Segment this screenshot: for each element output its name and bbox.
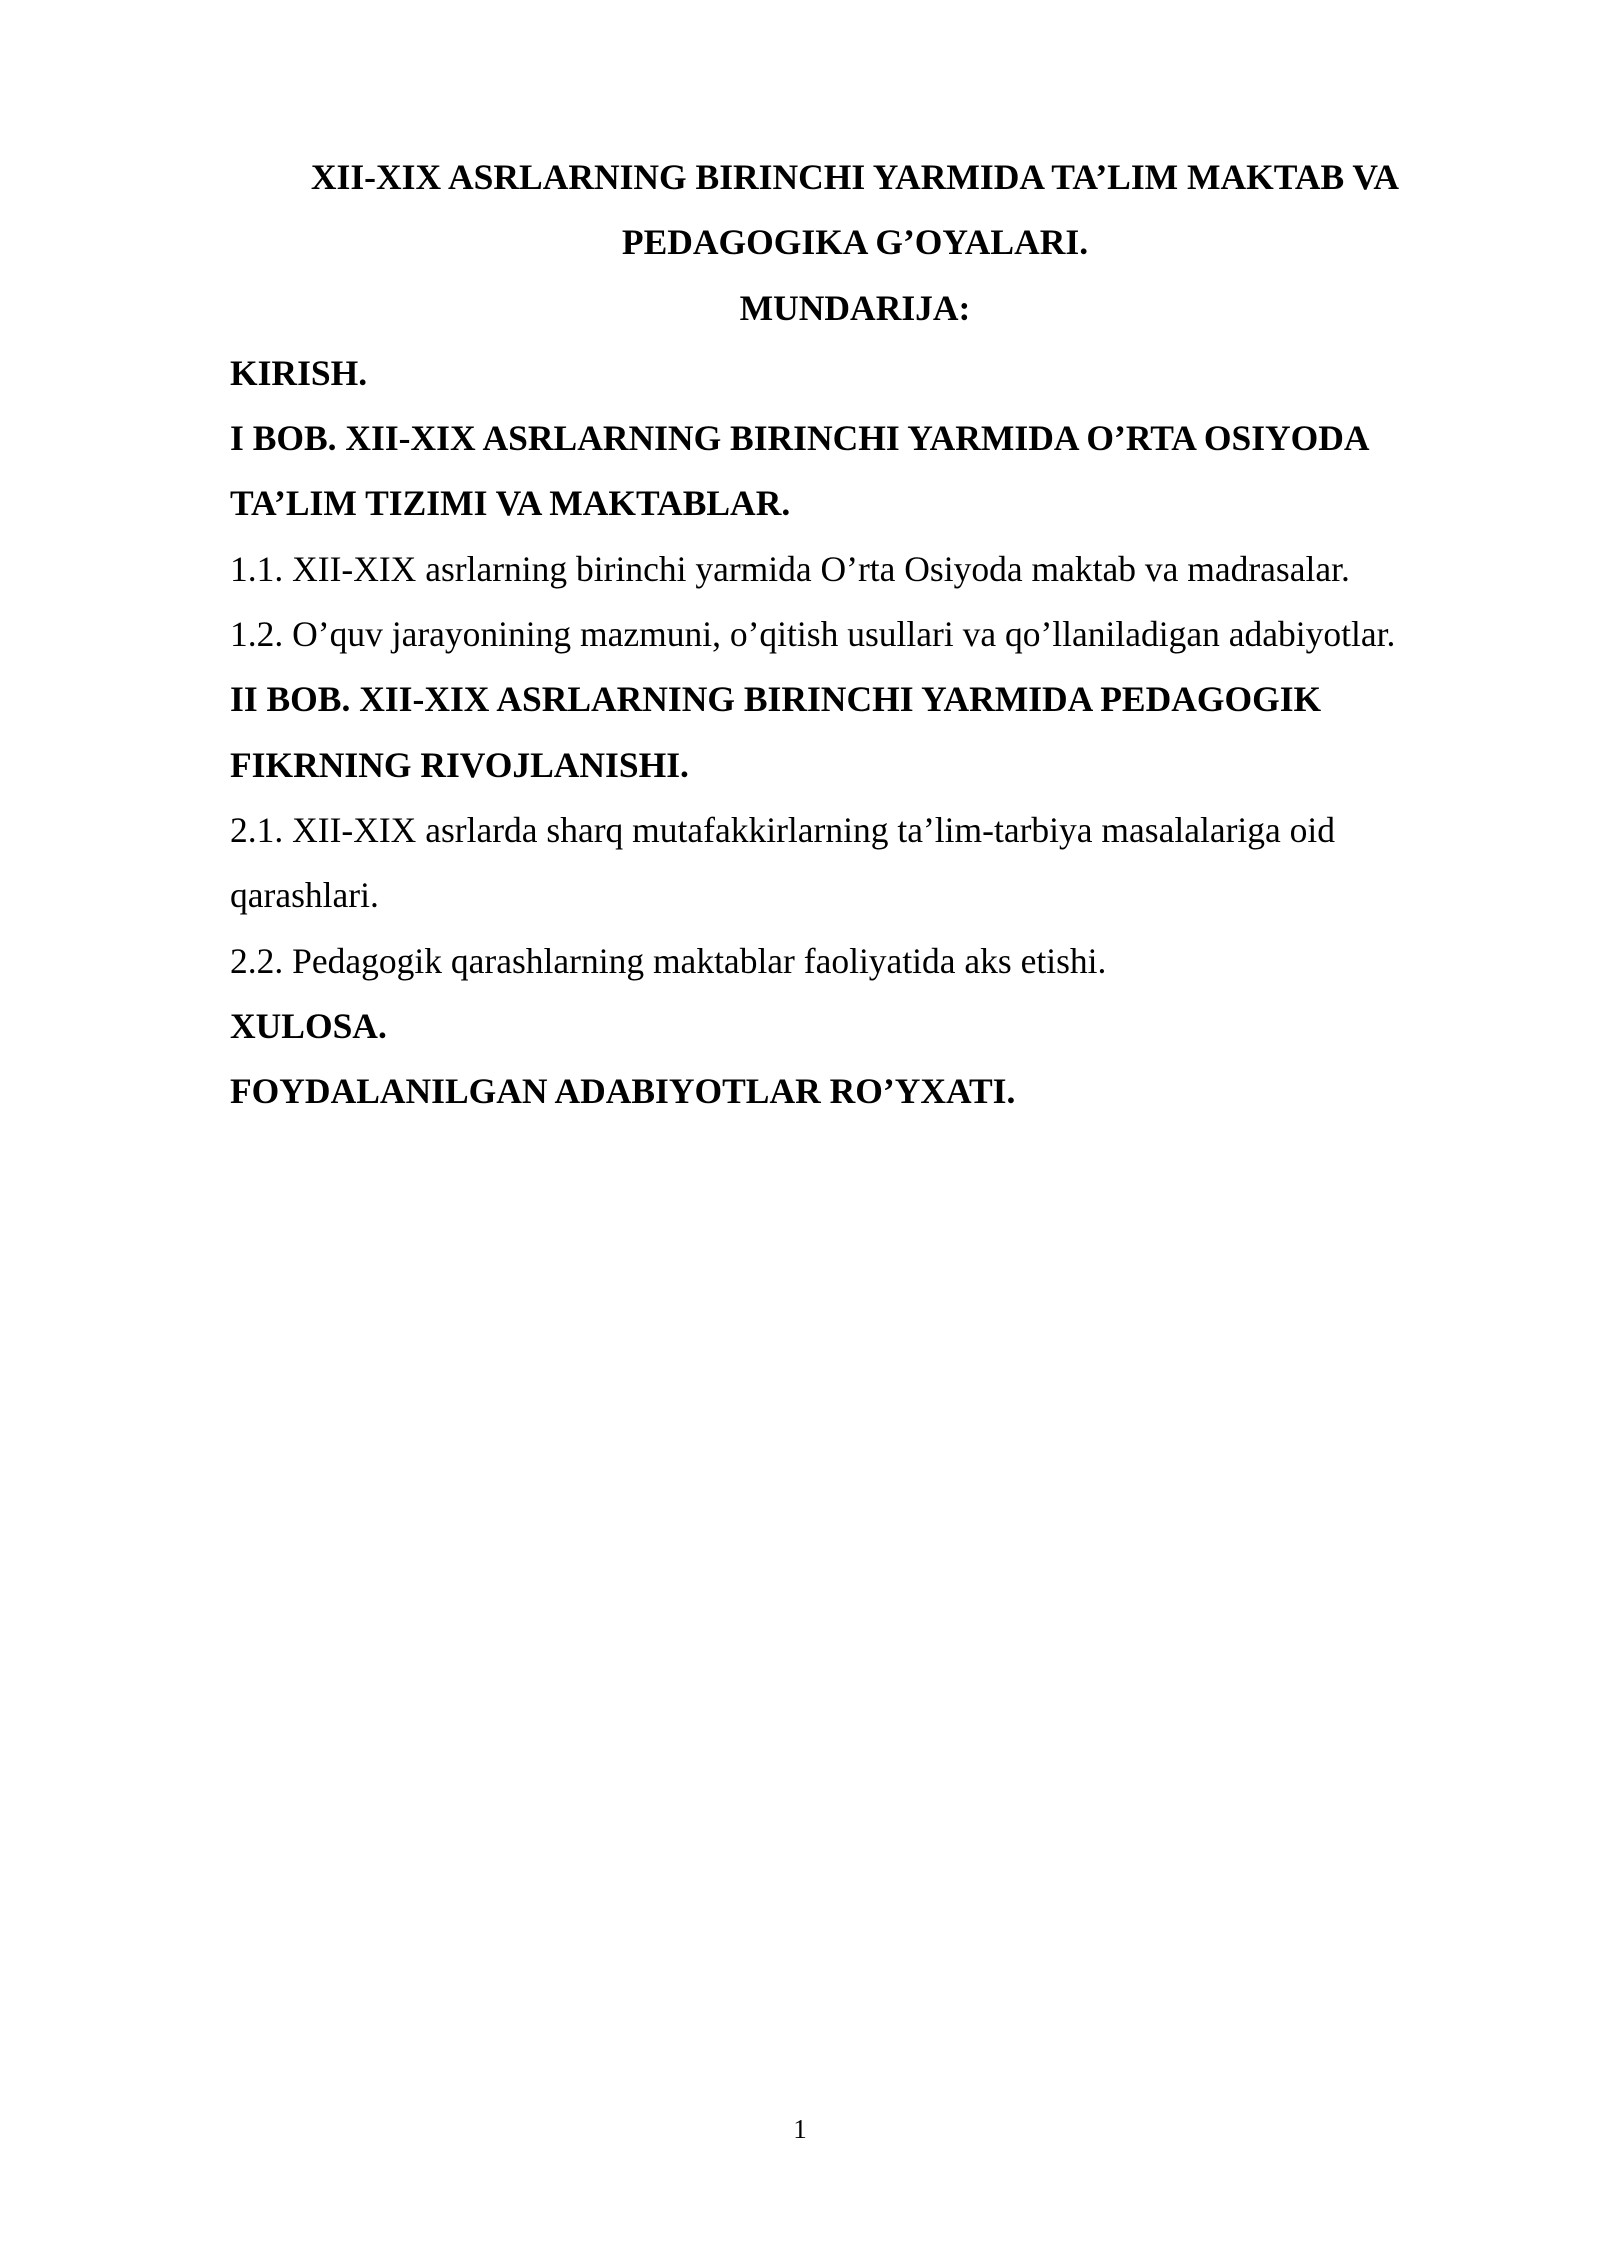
toc-item-section-2-1: 2.1. XII-XIX asrlarda sharq mutafakkirlarning ta’lim-tarbiya masalalariga oid (230, 809, 1336, 850)
toc-item-chapter-1-cont: TA’LIM TIZIMI VA MAKTABLAR. (230, 483, 791, 524)
toc-item-kirish: KIRISH. (230, 352, 368, 393)
toc-item-section-1-2: 1.2. O’quv jarayonining mazmuni, o’qitish usullari va qo’llaniladigan adabiyotlar. (230, 614, 1396, 655)
toc-item-chapter-2: II BOB. XII-XIX ASRLARNING BIRINCHI YARMIDA PEDAGOGIK (230, 679, 1322, 720)
document-title-line-1: XII-XIX ASRLARNING BIRINCHI YARMIDA TA’LIM MAKTAB VA (310, 157, 1400, 197)
toc-item-chapter-2-cont: FIKRNING RIVOJLANISHI. (230, 744, 689, 785)
toc-item-references: FOYDALANILGAN ADABIYOTLAR RO’YXATI. (230, 1071, 1016, 1112)
toc-item-xulosa: XULOSA. (230, 1005, 387, 1046)
document-title-line-2: PEDAGOGIKA G’OYALARI. (621, 222, 1089, 263)
toc-item-section-2-2: 2.2. Pedagogik qarashlarning maktablar faoliyatida aks etishi. (230, 940, 1107, 981)
toc-heading: MUNDARIJA: (739, 287, 971, 328)
toc-item-section-1-1: 1.1. XII-XIX asrlarning birinchi yarmida O’rta Osiyoda maktab va madrasalar. (230, 548, 1350, 589)
page-number: 1 (793, 2114, 807, 2144)
toc-item-section-2-1-cont: qarashlari. (230, 875, 379, 916)
page-content (230, 145, 1480, 1124)
toc-item-chapter-1: I BOB. XII-XIX ASRLARNING BIRINCHI YARMIDA O’RTA OSIYODA (230, 418, 1370, 459)
